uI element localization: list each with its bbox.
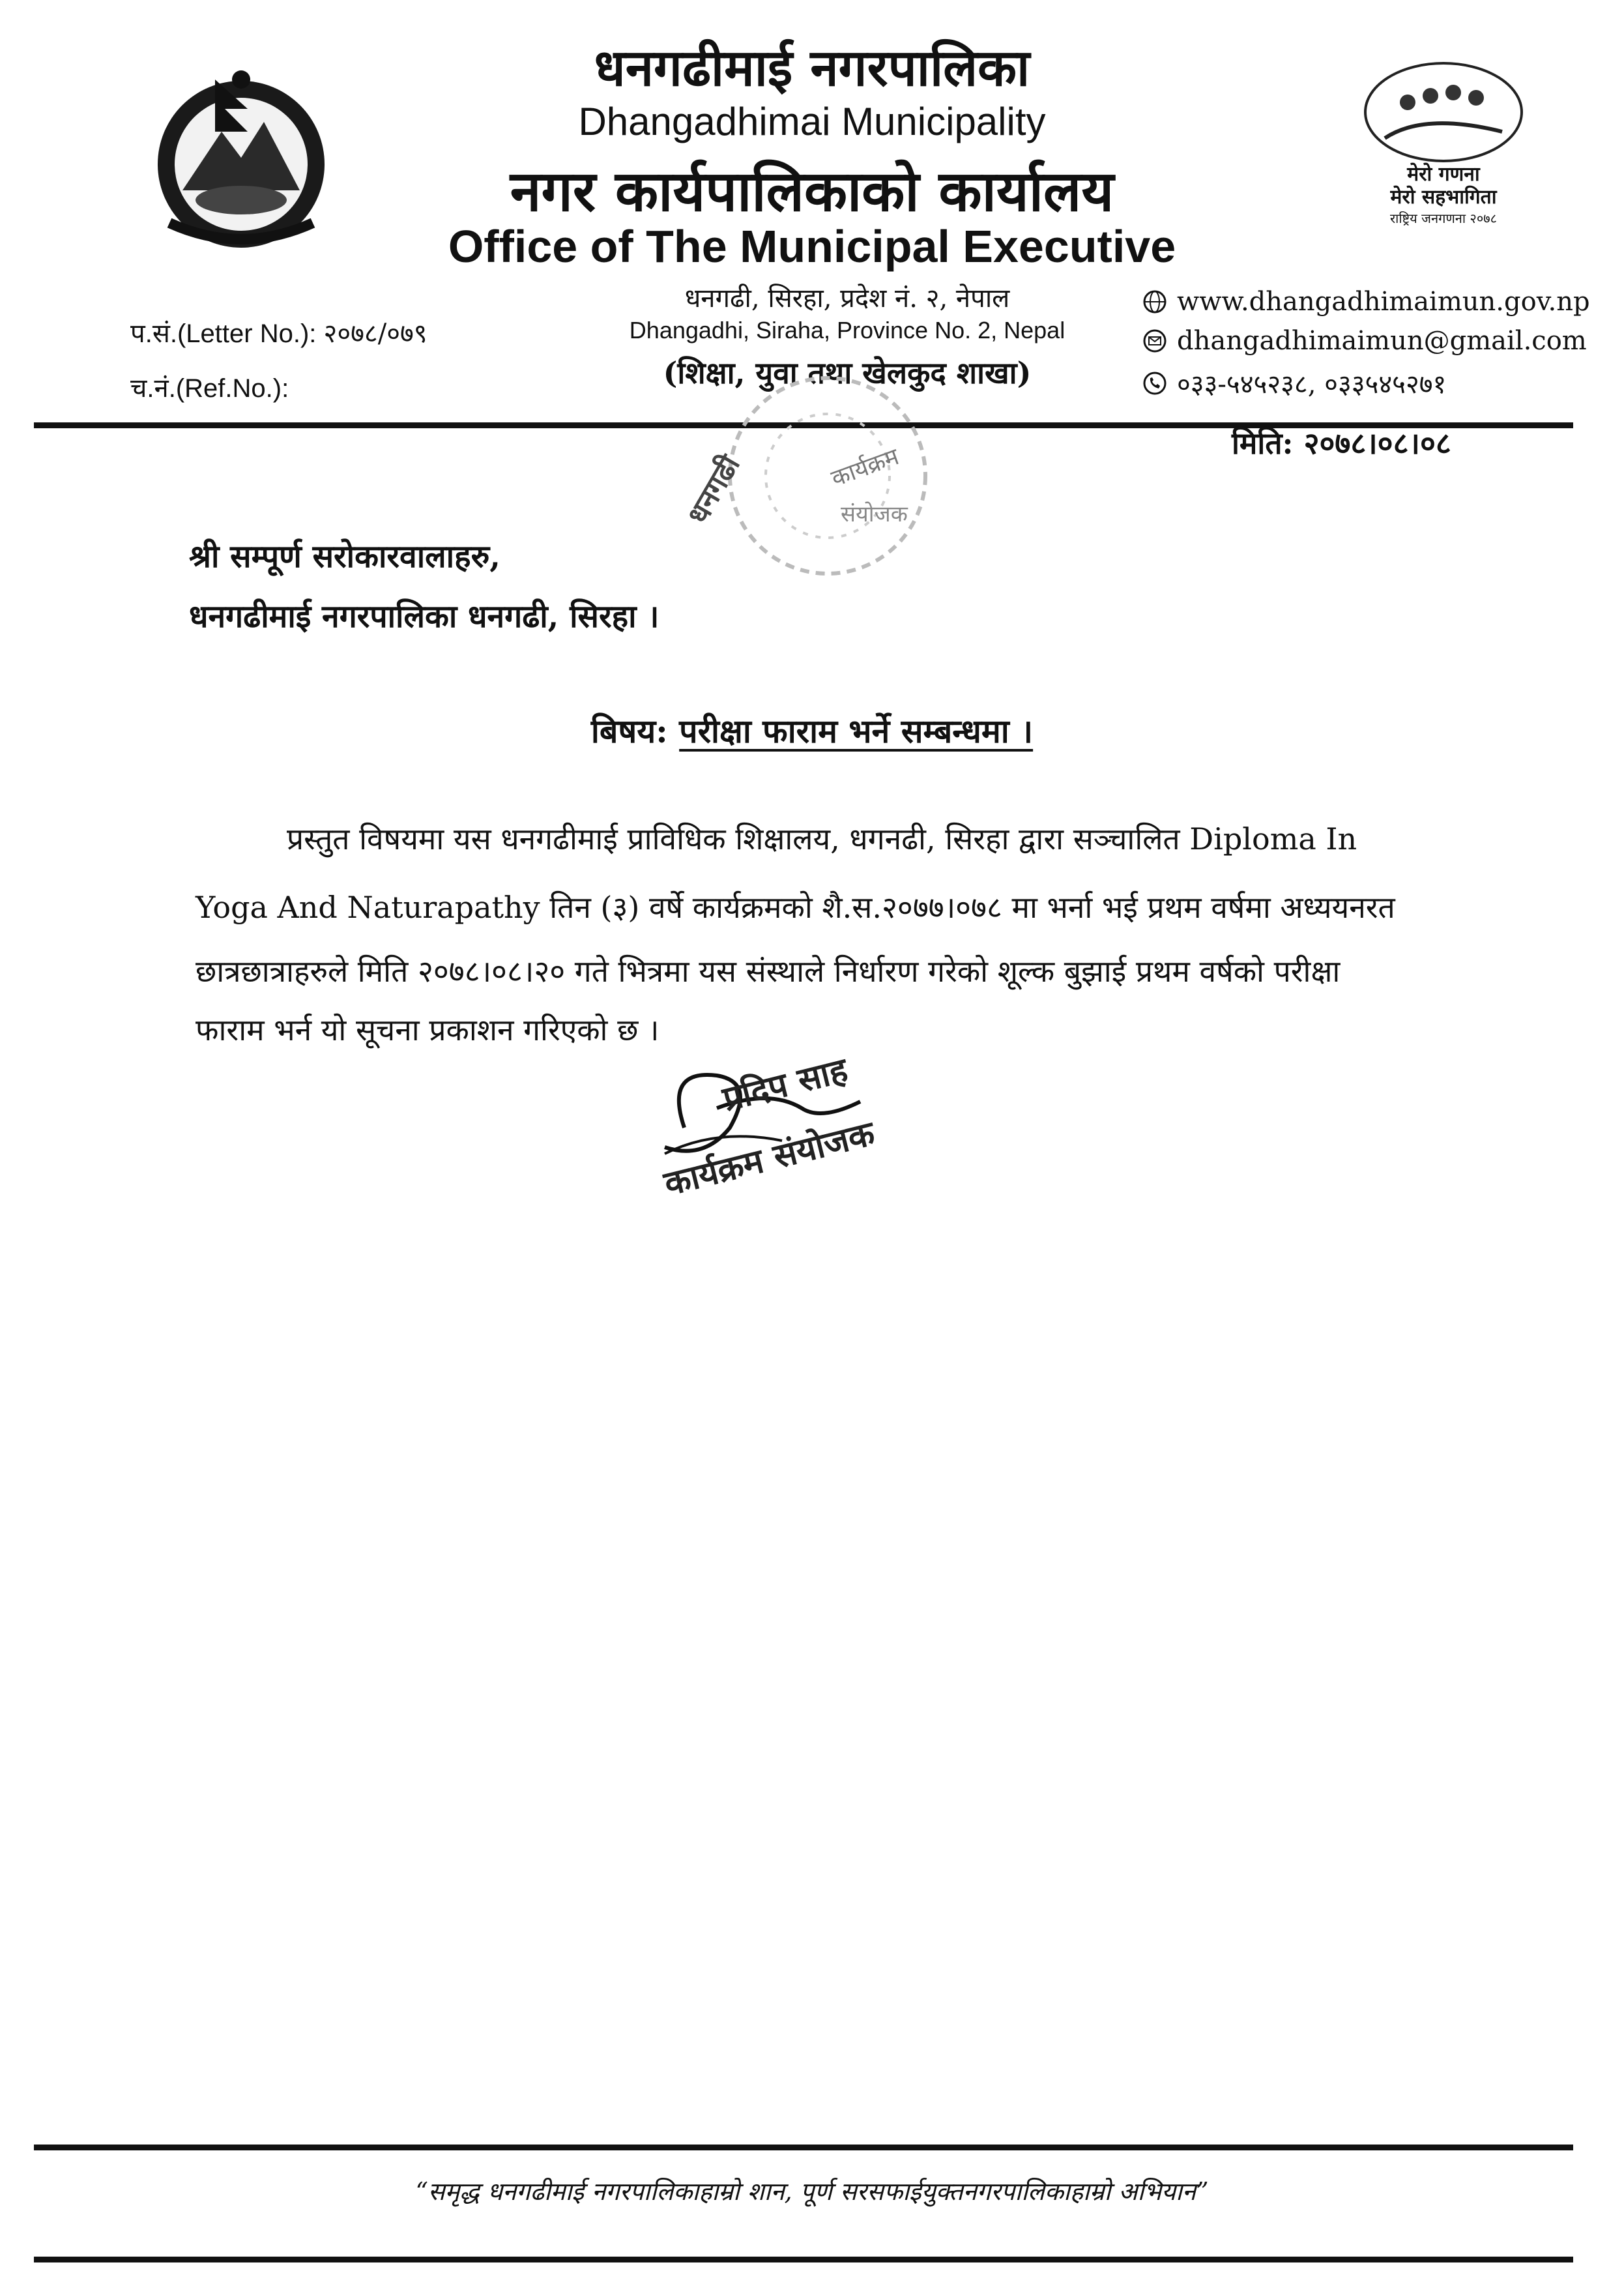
letter-number-value: २०७८/०७९ — [323, 319, 428, 349]
address-np: धनगढी, सिरहा, प्रदेश नं. २, नेपाल — [684, 284, 1010, 314]
date-label: मिति: — [1232, 426, 1294, 461]
body-line-4: फाराम भर्न यो सूचना प्रकाशन गरिएको छ । — [196, 1012, 660, 1047]
census-line-3: राष्ट्रिय जनगणना २०७८ — [1389, 211, 1498, 226]
signatory-name: प्रदिप साह — [719, 1049, 852, 1120]
phone-icon — [1142, 370, 1168, 396]
office-title-en: Office of The Municipal Executive — [448, 221, 1176, 272]
signatory-title: कार्यक्रम संयोजक — [660, 1113, 879, 1205]
recipient-line-1: श्री सम्पूर्ण सरोकारवालाहरु, — [189, 538, 501, 575]
body-line-2: Yoga And Naturapathy तिन (३) वर्षे कार्यक्रमको शै.स.२०७७।०७८ मा भर्ना भई प्रथम वर्षमा अध्ययनरत — [196, 890, 1395, 925]
address-en: Dhangadhi, Siraha, Province No. 2, Nepal — [629, 317, 1066, 344]
contact-website — [1142, 287, 1590, 317]
contact-email — [1142, 326, 1587, 356]
email-text: dhangadhimaimun@gmail.com — [1177, 326, 1587, 356]
municipality-title-np: धनगढीमाई नगरपालिका — [594, 38, 1030, 98]
stamp-line-2: कार्यक्रम — [828, 443, 903, 493]
recipient-line-2: धनगढीमाई नगरपालिका धनगढी, सिरहा । — [189, 598, 660, 635]
reference-number — [130, 369, 289, 405]
reference-number-label: च.नं.(Ref.No.): — [130, 374, 289, 403]
census-line-1: मेरो गणना — [1407, 163, 1480, 186]
body-line-1: प्रस्तुत विषयमा यस धनगढीमाई प्राविधिक शिक्षालय, धगनढी, सिरहा द्वारा सञ्चालित Diploma In — [287, 821, 1357, 856]
office-title-np: नगर कार्यपालिकाको कार्यालय — [510, 158, 1114, 224]
website-text: www.dhangadhimaimun.gov.np — [1177, 287, 1590, 317]
office-stamp — [652, 365, 991, 613]
subject-label: बिषय: — [590, 712, 668, 750]
stamp-line-3: संयोजक — [841, 501, 908, 527]
footer-slogan: “समृद्ध धनगढीमाई नगरपालिकाहाम्रो शान, पूर्ण सरसफाईयुक्तनगरपालिकाहाम्रो अभियान” — [415, 2177, 1209, 2206]
footer-divider-bottom — [34, 2257, 1573, 2262]
email-icon — [1142, 328, 1168, 354]
letter-number — [130, 314, 428, 350]
letter-number-label: प.सं.(Letter No.): — [130, 319, 317, 348]
stamp-line-1: धनगढी — [681, 449, 747, 530]
section-name: (शिक्षा, युवा तथा खेलकुद शाखा) — [663, 355, 1032, 390]
globe-icon — [1142, 289, 1168, 315]
date-value: २०७८।०८।०८ — [1303, 426, 1451, 461]
body-line-3: छात्रछात्राहरुले मिति २०७८।०८।२० गते भित्रमा यस संस्थाले निर्धारण गरेको शूल्क बुझाई प्रथम वर्षको परीक्षा — [196, 954, 1341, 989]
subject — [0, 708, 1624, 752]
footer-divider-top — [34, 2145, 1573, 2150]
census-line-2: मेरो सहभागिता — [1390, 186, 1497, 209]
phone-text: ०३३-५४५२३८, ०३३५४५२७१ — [1177, 370, 1447, 400]
contact-phone — [1142, 365, 1446, 401]
municipality-title-en: Dhangadhimai Municipality — [578, 100, 1046, 143]
subject-value: परीक्षा फाराम भर्ने सम्बन्धमा । — [679, 712, 1034, 750]
letter-date — [1232, 422, 1451, 463]
